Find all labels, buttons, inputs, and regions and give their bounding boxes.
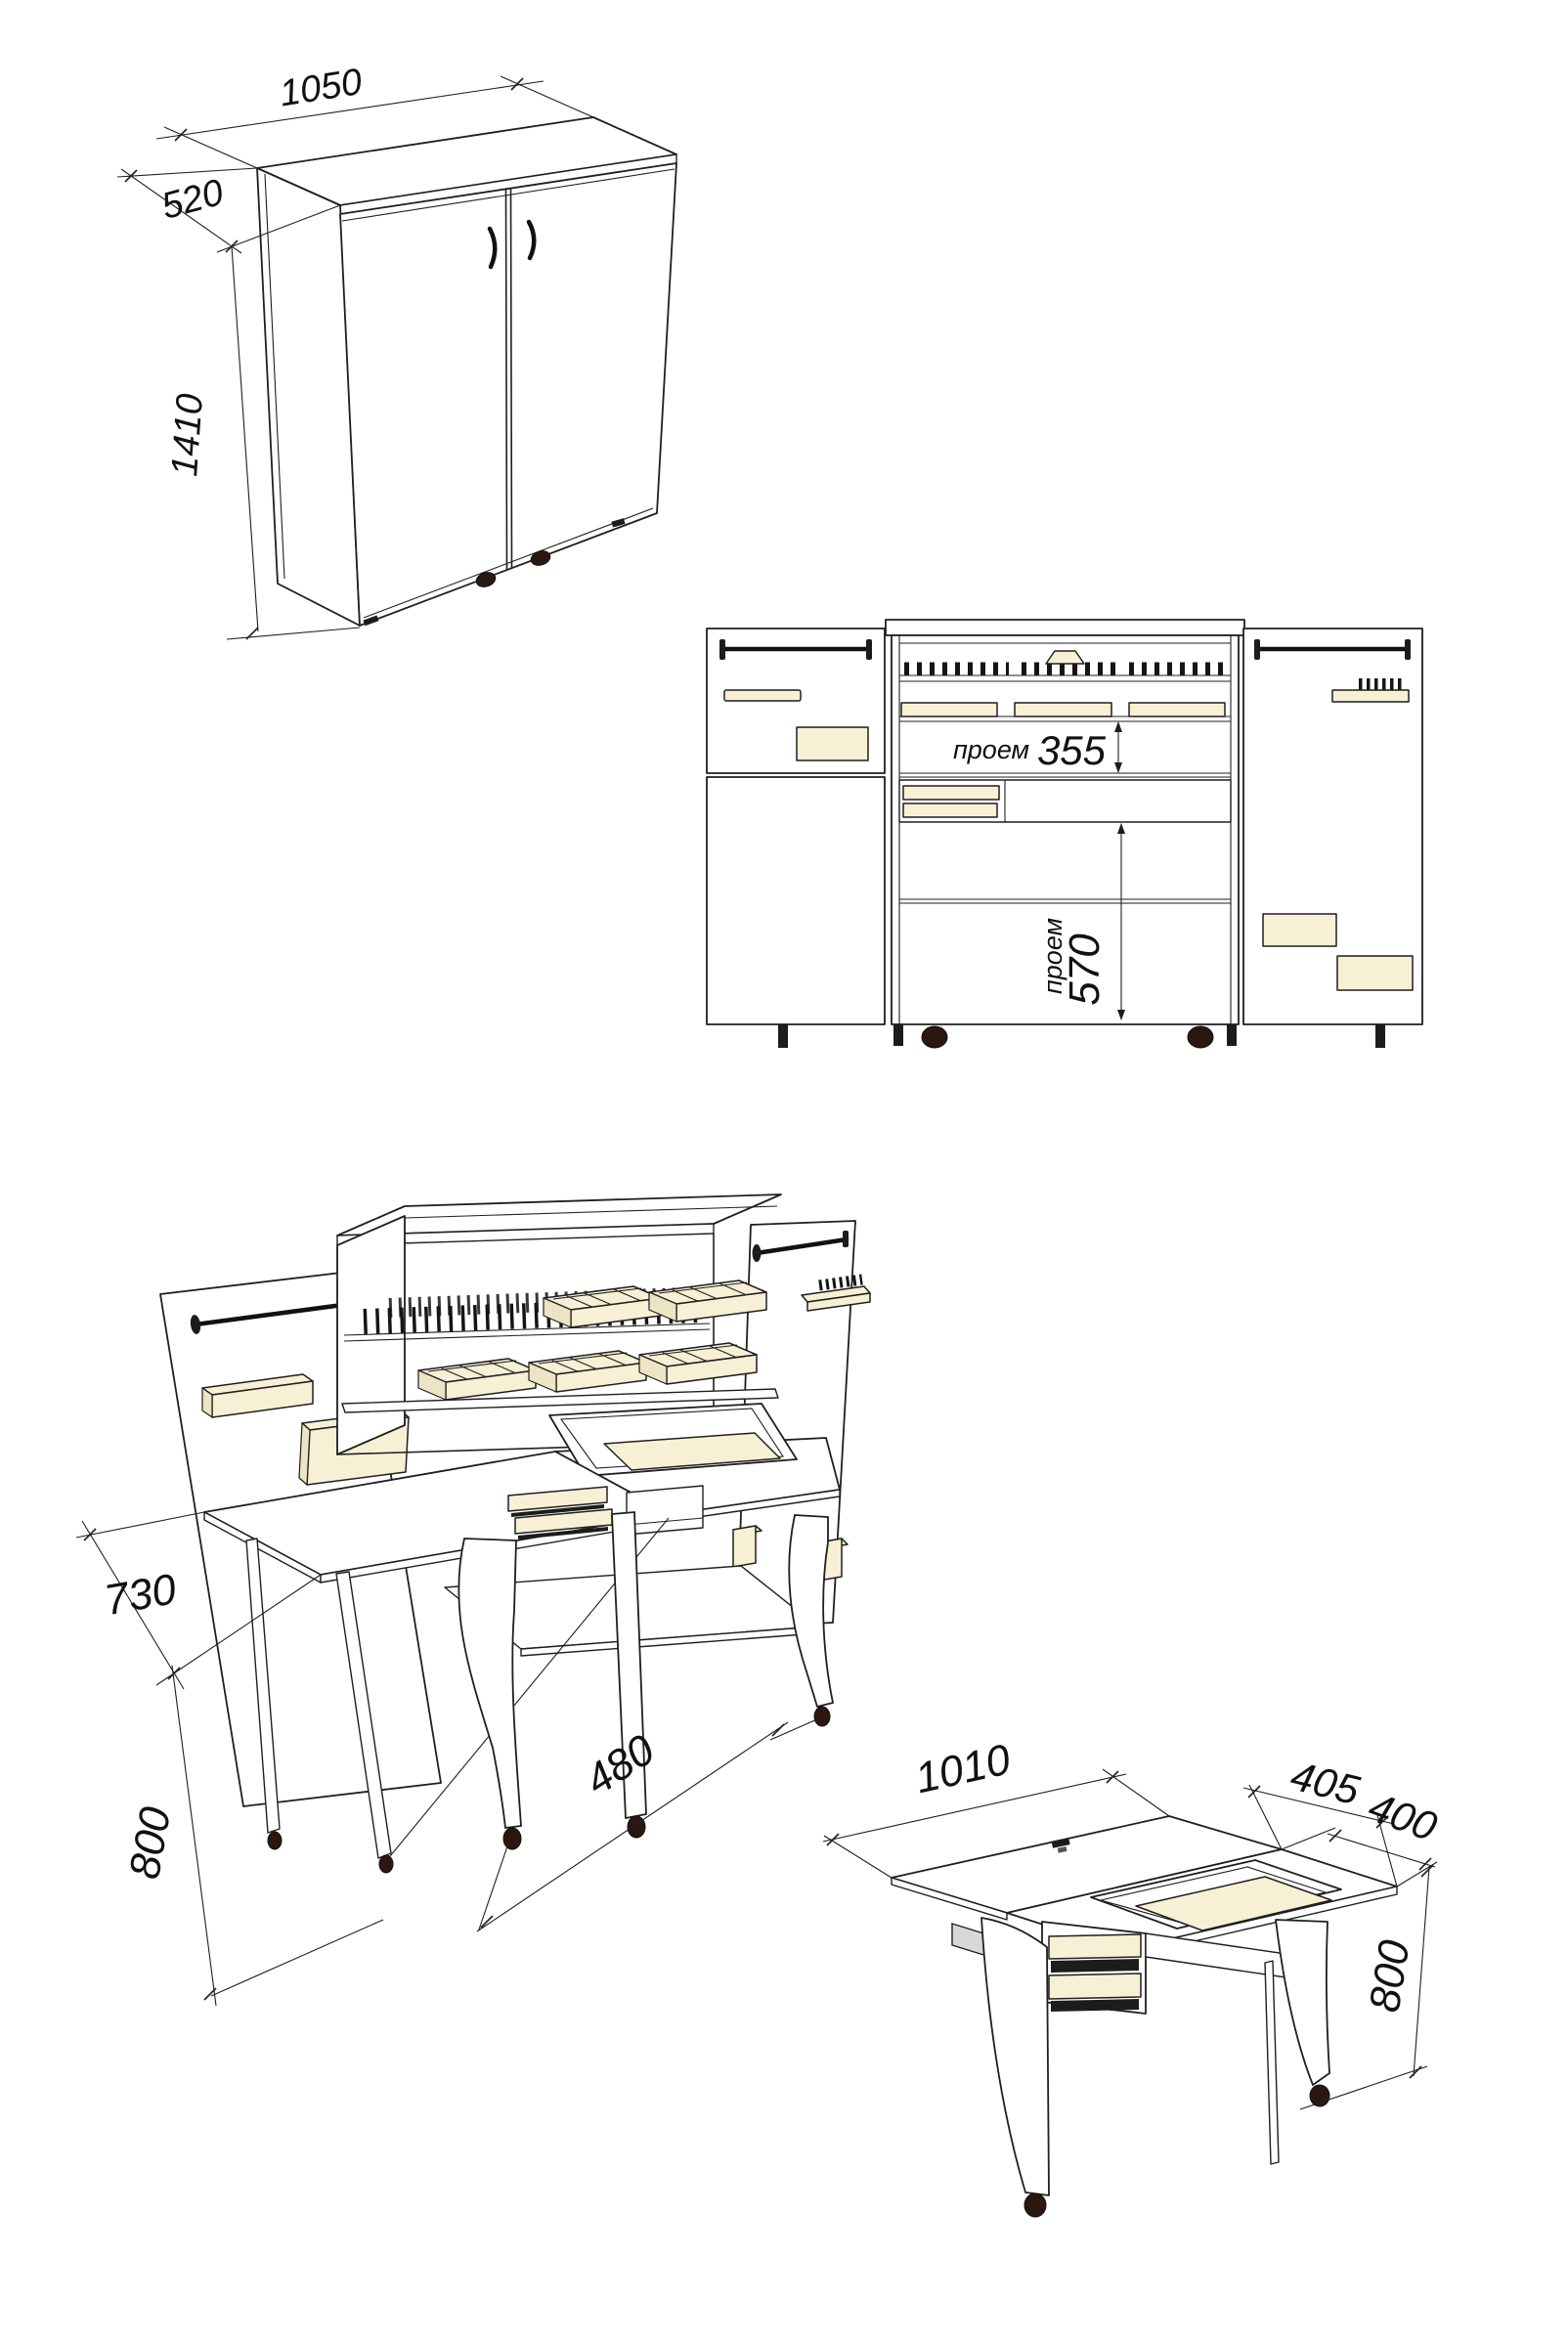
rod-bracket bbox=[1254, 639, 1260, 660]
compartment-tray bbox=[418, 1359, 536, 1400]
view-folded-table bbox=[823, 1735, 1444, 2217]
dim-width: 1050 bbox=[277, 61, 366, 115]
rod-bracket bbox=[866, 639, 872, 660]
caster bbox=[1188, 1026, 1213, 1048]
opening-upper-value: 355 bbox=[1036, 727, 1107, 773]
rod-end-cap bbox=[753, 1244, 762, 1262]
rod-bracket bbox=[719, 639, 725, 660]
tray bbox=[1129, 703, 1225, 716]
open-compartment bbox=[627, 1486, 703, 1535]
comb-shelf bbox=[1332, 690, 1409, 702]
caster bbox=[814, 1707, 830, 1726]
view-cabinet-closed bbox=[117, 62, 676, 639]
compartment-tray bbox=[529, 1351, 646, 1392]
view-front-open bbox=[707, 620, 1422, 1048]
door-shelf bbox=[724, 690, 801, 701]
door-gap-right bbox=[511, 189, 512, 568]
opening-upper-label: проем bbox=[952, 735, 1030, 764]
extension-line bbox=[211, 1920, 383, 1996]
cabinet-front-doors bbox=[340, 163, 676, 626]
dim-extension: 405 bbox=[1285, 1752, 1365, 1814]
extension-line bbox=[1282, 1828, 1335, 1849]
rod-bracket bbox=[843, 1231, 849, 1247]
view-iso-open bbox=[76, 1194, 870, 2006]
extension-line bbox=[479, 1843, 508, 1930]
caster bbox=[379, 1855, 393, 1873]
unit-leg bbox=[1227, 1024, 1237, 1046]
tray bbox=[901, 703, 997, 716]
small-drawer bbox=[903, 803, 997, 817]
extension-line bbox=[117, 168, 257, 177]
dim-top-length: 1010 bbox=[910, 1735, 1015, 1803]
caster bbox=[1024, 2193, 1046, 2217]
unit-top-cap bbox=[886, 620, 1244, 635]
dim-line-1410 bbox=[232, 246, 258, 631]
tray bbox=[1015, 703, 1111, 716]
caster bbox=[628, 1816, 645, 1838]
dim-line-800 bbox=[1414, 1867, 1429, 2076]
dim-height: 800 bbox=[120, 1803, 181, 1883]
compartment-tray bbox=[544, 1286, 661, 1327]
small-drawer bbox=[1049, 1973, 1141, 1999]
compartment-tray bbox=[639, 1343, 757, 1384]
dim-line-800 bbox=[172, 1666, 216, 2006]
dim-depth: 400 bbox=[1362, 1783, 1443, 1850]
caster bbox=[503, 1828, 521, 1849]
small-drawer bbox=[1049, 1934, 1141, 1959]
extension-line bbox=[501, 76, 593, 117]
dim-base-depth: 480 bbox=[576, 1725, 664, 1805]
unit-leg bbox=[893, 1024, 903, 1046]
door-pocket bbox=[797, 727, 868, 760]
dim-height: 1410 bbox=[164, 392, 211, 478]
dim-height: 800 bbox=[1360, 1936, 1419, 2016]
curved-leg bbox=[458, 1539, 521, 1828]
opening-lower-value: 570 bbox=[1061, 933, 1109, 1006]
extension-line bbox=[1249, 1785, 1282, 1849]
extension-line bbox=[76, 1512, 204, 1538]
caster bbox=[922, 1026, 947, 1048]
left-door-lower bbox=[707, 777, 885, 1024]
extension-line bbox=[227, 628, 360, 639]
caster bbox=[268, 1832, 282, 1849]
curved-leg bbox=[981, 1918, 1049, 2195]
extension-line bbox=[164, 127, 257, 168]
rod-bracket bbox=[1405, 639, 1411, 660]
door-leg bbox=[1375, 1024, 1385, 1048]
opening-lower-label: проем bbox=[1038, 917, 1067, 995]
curved-leg bbox=[1276, 1920, 1329, 2085]
door-block bbox=[733, 1526, 756, 1567]
small-drawer bbox=[903, 786, 999, 800]
extension-line bbox=[824, 1836, 892, 1878]
dim-leaf-depth: 730 bbox=[101, 1565, 180, 1626]
door-pocket bbox=[1263, 914, 1336, 946]
door-leg bbox=[778, 1024, 788, 1048]
back-leg bbox=[1265, 1961, 1279, 2164]
dim-depth: 520 bbox=[156, 171, 228, 228]
door-pocket bbox=[1337, 956, 1413, 990]
door-gap-left bbox=[506, 189, 507, 569]
